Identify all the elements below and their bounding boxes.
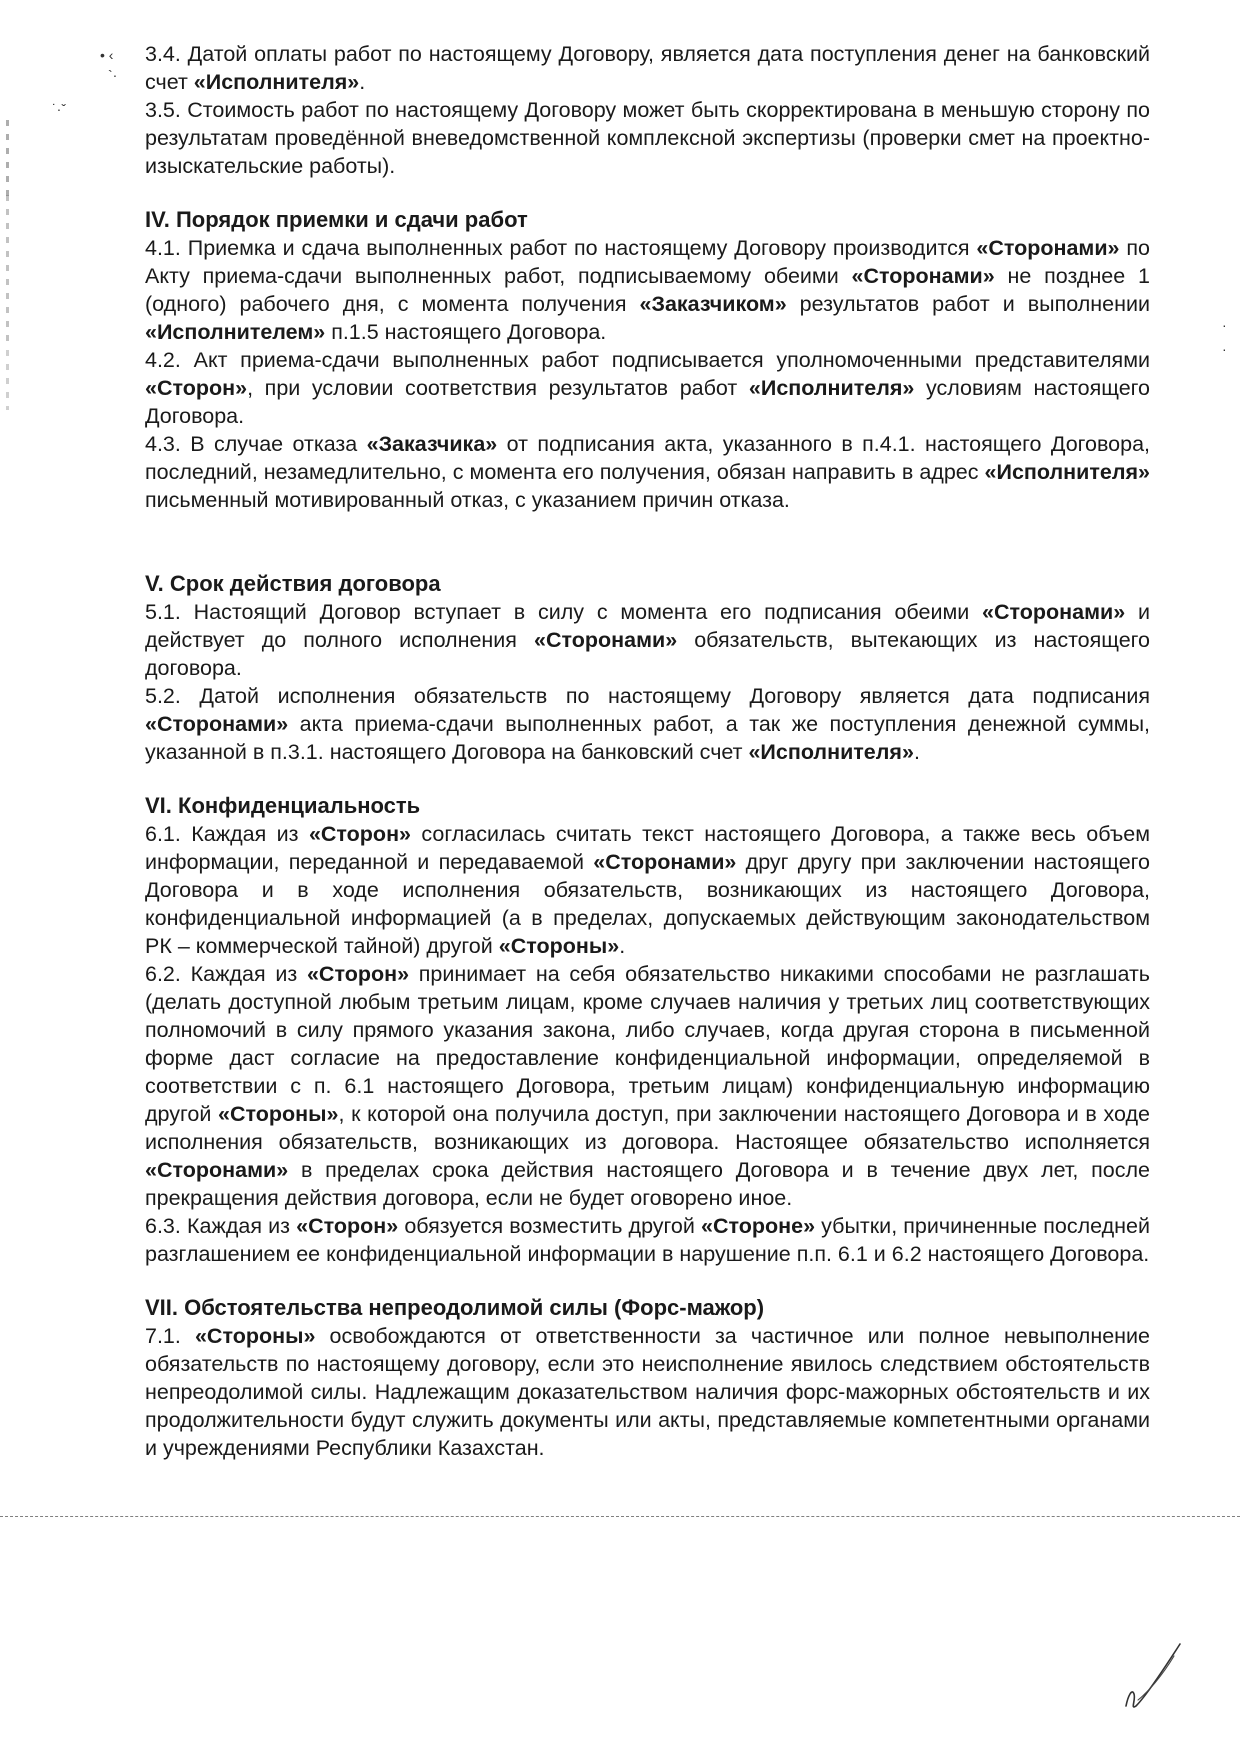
party-term: «Сторон» (145, 376, 248, 400)
party-term: «Сторон» (306, 962, 410, 986)
scan-speck: `· (108, 67, 118, 83)
clause-7-1: 7.1. «Стороны» освобождаются от ответственности за частичное или полное невыполнение обязательств по настоящему договору, если это неисполнение явилось следствием обстоятельств непреодолимой силы. Надлежащим доказательством наличия форс-мажорных обстоятельств и их продолжительности будут служить документы или акты, представляемые компетентными органами и учреждениями Республики Казахстан. (145, 1324, 1150, 1460)
party-term: «Исполнителем» (145, 320, 326, 344)
scan-margin-marks (6, 195, 9, 345)
party-term: «Сторон» (296, 1214, 399, 1238)
scan-speck: ˙·ˇ (52, 101, 66, 117)
clause-4-3: 4.3. В случае отказа «Заказчика» от подписания акта, указанного в п.4.1. настоящего Договора, последний, незамедлительно, с момента его получения, обязан направить в адрес «Исполнителя» письменный мотивированный отказ, с указанием причин отказа. (145, 432, 1151, 512)
scan-margin-marks (6, 350, 9, 410)
party-term: «Заказчиком» (639, 292, 787, 316)
clause-6-3: 6.3. Каждая из «Сторон» обязуется возместить другой «Стороне» убытки, причиненные последней разглашением ее конфиденциальной информации в нарушение п.п. 6.1 и 6.2 настоящего Договора. (145, 1214, 1150, 1266)
party-term: «Исполнителя» (748, 740, 914, 764)
section-7-heading: VII. Обстоятельства непреодолимой силы (Форс-мажор) (145, 1295, 765, 1320)
party-term: «Заказчика» (366, 432, 498, 456)
section-6-heading: VI. Конфиденциальность (145, 793, 421, 818)
clause-3-4: 3.4. Датой оплаты работ по настоящему Договору, является дата поступления денег на банковский счет «Исполнителя». (145, 42, 1150, 94)
party-term: «Стороны» (498, 934, 620, 958)
party-term: «Сторонами» (534, 628, 678, 652)
scan-speck: · (1222, 317, 1227, 333)
clause-5-1: 5.1. Настоящий Договор вступает в силу с момента его подписания обеими «Сторонами» и действует до полного исполнения «Сторонами» обязательств, вытекающих из настоящего договора. (145, 600, 1151, 680)
clause-3-5: 3.5. Стоимость работ по настоящему Договору может быть скорректирована в меньшую сторону по результатам проведённой вневедомственной комплексной экспертизы (проверки смет на проектно-изыскательские работы). (145, 98, 1150, 178)
party-term: «Сторонами» (851, 264, 995, 288)
section-4-heading: IV. Порядок приемки и сдачи работ (145, 207, 528, 232)
clause-4-2: 4.2. Акт приема-сдачи выполненных работ подписывается уполномоченными представителями «Сторон», при условии соответствия результатов работ «Исполнителя» условиям настоящего Договора. (145, 348, 1151, 428)
party-term: «Сторонами» (593, 850, 737, 874)
signature-mark (1118, 1636, 1188, 1716)
scan-margin-marks (6, 120, 9, 200)
party-term: «Стороны» (194, 1324, 316, 1348)
party-term: «Стороны» (218, 1102, 339, 1126)
scan-cut-line (0, 1516, 1240, 1517)
party-term: «Сторонами» (145, 712, 289, 736)
contract-page (145, 40, 1150, 1462)
clause-4-1: 4.1. Приемка и сдача выполненных работ по настоящему Договору производится «Сторонами» по Акту приема-сдачи выполненных работ, подписываемому обеими «Сторонами» не позднее 1 (одного) рабочего дня, с момента получения «Заказчиком» результатов работ и выполнении «Исполнителем» п.1.5 настоящего Договора. (145, 236, 1150, 344)
scan-speck: • ‹ (100, 47, 114, 63)
party-term: «Сторонами» (145, 1158, 289, 1182)
party-term: «Стороне» (701, 1214, 816, 1238)
party-term: «Исполнителя» (748, 376, 915, 400)
clause-5-2: 5.2. Датой исполнения обязательств по настоящему Договору является дата подписания «Сторонами» акта приема-сдачи выполненных работ, а так же поступления денежной суммы, указанной в п.3.1. настоящего Договора на банковский счет «Исполнителя». (145, 684, 1150, 764)
clause-6-2: 6.2. Каждая из «Сторон» принимает на себя обязательство никакими способами не разглашать (делать доступной любым третьим лицам, кроме случаев наличия у третьих лиц соответствующих полномочий в силу прямого указания закона, либо случаев, когда другая сторона в письменной форме даст согласие на предоставление конфиденциальной информации, определяемой в соответствии с п. 6.1 настоящего Договора, третьим лицам) конфиденциальную информацию другой «Стороны», к которой она получила доступ, при заключении настоящего Договора и в ходе исполнения обязательств, возникающих из договора. Настоящее обязательство исполняется «Сторонами» в пределах срока действия настоящего Договора и в течение двух лет, после прекращения действия договора, если не будет оговорено иное. (145, 962, 1150, 1210)
party-term: «Сторонами» (982, 600, 1126, 624)
scan-speck: · (1222, 341, 1227, 357)
party-term: «Сторон» (308, 822, 412, 846)
party-term: «Исполнителя» (984, 460, 1150, 484)
party-term: «Исполнителя» (193, 70, 360, 94)
section-5-heading: V. Срок действия договора (145, 571, 441, 596)
party-term: «Сторонами» (976, 236, 1120, 260)
clause-6-1: 6.1. Каждая из «Сторон» согласилась считать текст настоящего Договора, а также весь объем информации, переданной и передаваемой «Сторонами» друг другу при заключении настоящего Договора и в ходе исполнения обязательств, возникающих из настоящего Договора, конфиденциальной информацией (а в пределах, допускаемых действующим законодательством РК – коммерческой тайной) другой «Стороны». (145, 822, 1150, 958)
